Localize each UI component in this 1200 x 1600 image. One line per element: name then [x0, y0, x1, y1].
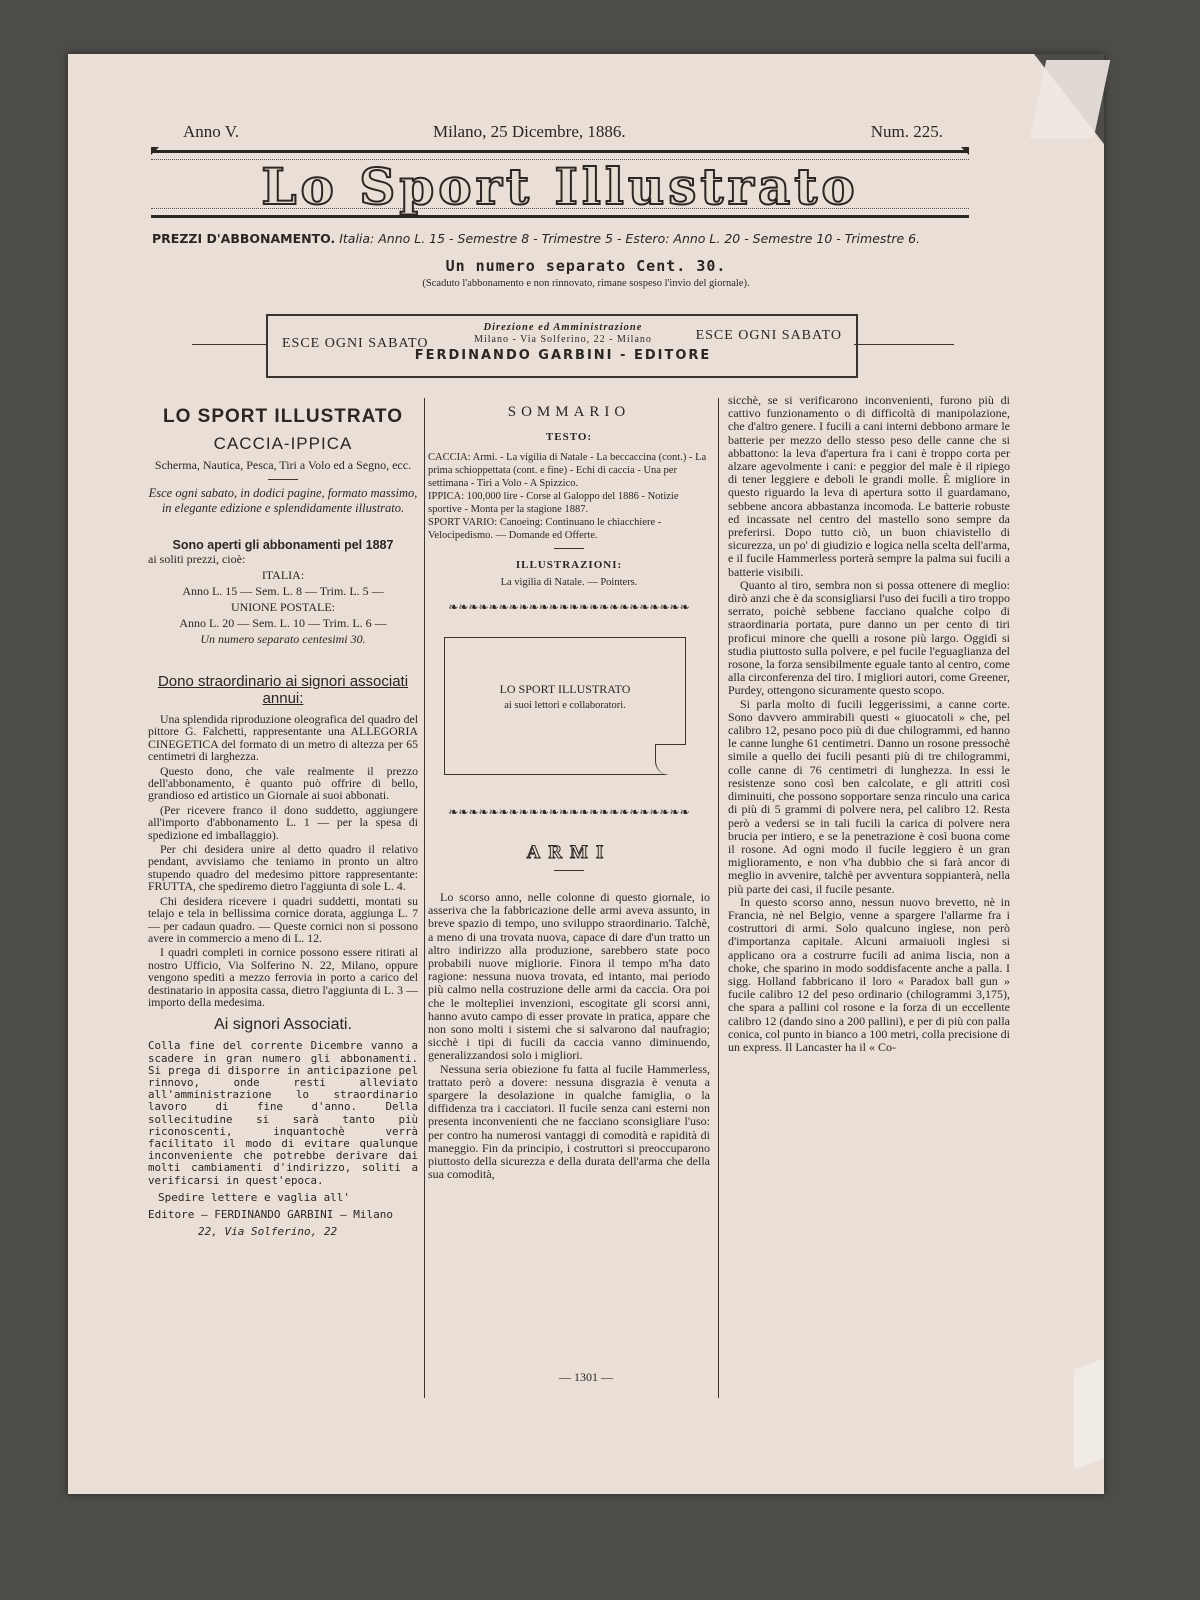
column-1	[148, 406, 418, 1238]
article-paragraph: Si parla molto di fucili leggerissimi, a canne corte. Sono davvero ammirabili questi « giuocatoli » che, pel calibro 12, pesano poco più di due chilogrammi, ed hanno le canne lunghe 61 centimetri. Danno un rosone pressochè simile a quello dei fucili pesanti più di tre chilogrammi, colle canne di 76 centimetri di lunghezza. In essi le resistenze sono così ben calcolate, e gli attriti così diminuiti, che possono sopportare senza rinculo una carica di più di 5 grammi di polvere nera, pel calibro 12. Resta però a vedersi se in tali fucili la carica di polvere nera brucia per intiero, e se la penetrazione è così buona come il rosone. Ad ogni modo il fucile leggiero è un gran miglioramento, e non v'ha dubbio che si farà ancor di meglio in avvenire, talchè per avventura soppianterà, nella più parte dei casi, il fucile pesante.	[728, 696, 1010, 896]
column-3	[728, 394, 1010, 1054]
col1-gift-p2: Questo dono, che vale realmente il prezzo dell'abbonamento, è quanto può offrire di bello, grandioso ed artistico un Giornale ai suoi abbonati.	[148, 763, 418, 803]
single-issue-price: Un numero separato Cent. 30.	[445, 257, 727, 275]
summary-vario: SPORT VARIO: Canoeing: Continuano le chiacchiere - Velocipedismo. — Domande ed Offerte.	[428, 517, 662, 541]
col1-gift-p1: Una splendida riproduzione oleografica del quadro del pittore G. Falchetti, rappresentante una ALLEGORIA CINEGETICA del formato di un metro di altezza per 65 centimetri di larghezza.	[148, 712, 418, 764]
page-curl-icon	[655, 744, 686, 775]
column-2	[428, 400, 710, 1181]
issue-number: Num. 225.	[870, 122, 943, 141]
summary-text-heading: TESTO:	[545, 431, 593, 443]
banner-editor: FERDINANDO GARBINI - EDITORE	[414, 348, 712, 363]
summary-ippica: IPPICA: 100,000 lire - Corse al Galoppo del 1886 - Notizie sportive - Monta per la stagione 1887.	[428, 491, 679, 515]
col1-publication-info: Esce ogni sabato, in dodici pagine, formato massimo, in elegante edizione e splendidamente illustrato.	[148, 486, 418, 515]
illustrations-heading: ILLUSTRAZIONI:	[515, 559, 623, 571]
prices-text: Italia: Anno L. 15 - Semestre 8 - Trimestre 5 - Estero: Anno L. 20 - Semestre 10 - Trimestre 6.	[339, 231, 921, 246]
publisher-banner	[266, 314, 858, 378]
col1-subscriptions-open: Sono aperti gli abbonamenti pel 1887	[172, 538, 394, 552]
col1-associates-text: Colla fine del corrente Dicembre vanno a scadere in gran numero gli abbonamenti. Si prega di disporre in anticipazione pel rinnovo, onde resti alleviato all'amministrazione lo straordinario lavoro di fine d'anno. Della sollecitudine si sarà tanto più riconoscenti, inquantochè verrà facilitato il modo di evitare qualunque inconveniente che potrebbe derivare dai molti cambiamenti d'indirizzo, soliti a verificarsi in quest'epoca.	[148, 1039, 418, 1187]
col1-gift-p4: Per chi desidera unire al detto quadro il relativo pendant, avvisiamo che teniamo in pronto un altro stupendo quadro del medesimo pittore rappresentante: FRUTTA, che spediremo dietro l'aggiunta di sole L. 4.	[148, 842, 418, 894]
divider	[554, 870, 584, 871]
greeting-title: LO SPORT ILLUSTRATO	[499, 682, 631, 696]
ornamental-divider: ❧❧❧❧❧❧❧❧❧❧❧❧❧❧❧❧❧❧❧❧❧❧❧❧	[448, 600, 690, 614]
col1-title: LO SPORT ILLUSTRATO	[163, 406, 403, 427]
banner-address: Milano - Via Solferino, 22 - Milano	[474, 334, 652, 345]
masthead-title: Lo Sport Illustrato	[261, 157, 859, 216]
greeting-subtitle: ai suoi lettori e collaboratori.	[504, 700, 626, 711]
prices-label: PREZZI D'ABBONAMENTO.	[152, 231, 336, 246]
col1-gift-p3: (Per ricevere franco il dono suddetto, aggiungere all'importo d'abbonamento L. 1 — per la spesa di spedizione ed imballaggio).	[148, 802, 418, 842]
col1-gift-title: Dono straordinario ai signori associati annui:	[157, 673, 409, 707]
col1-usual-prices: ai soliti prezzi, cioè:	[148, 552, 246, 566]
article-paragraph: In questo scorso anno, nessun nuovo brevetto, nè in Francia, nè nel Belgio, venne a spargere l'allarme fra i costruttori di armi. Solo qualcuno inglese, non però d'importanza capitale. Alcuni armaiuoli inglesi si applicano ora a costrurre fucili ad anima liscia, non a choke, che sparino in modo soddisfacente anche a palla. I sigg. Holland fabbricano il loro « Paradox ball gun » fucile calibro 12 del peso ordinario (chilogrammi 3,175), che spara a pallini col rosone e la forza di un eccellente calibro 12 (dando sino a 200 pallini), e per di più con palla conica, col punto in bianco a 100 metri, colla precisione di un express. Il Lancaster ha il « Co-	[728, 894, 1010, 1054]
masthead-cap-left	[151, 147, 159, 155]
col1-single-issue: Un numero separato centesimi 30.	[200, 632, 366, 646]
article-paragraph: Nessuna seria obiezione fu fatta al fucile Hammerless, trattato però a dovere: nessuna disgrazia è venuta a spargere la desolazione in qualche famiglia, o la diffidenza tra i cacciatori. Il fucile senza cani esterni non presenta inconvenienti che ne facciano sconsigliare l'uso: per contro ha numerosi vantaggi di comodità e rapidità di maneggio. Fin da principio, i costruttori si preoccuparono piuttosto della sicurezza e della durata dell'arma che della sua comodità,	[428, 1061, 710, 1182]
banner-left-text: ESCE OGNI SABATO	[282, 336, 429, 351]
greeting-card	[444, 637, 686, 775]
issue-date: Milano, 25 Dicembre, 1886.	[433, 122, 626, 141]
article-title: ARMI	[526, 842, 612, 863]
issue-year: Anno V.	[183, 122, 240, 141]
newspaper-page	[68, 54, 1104, 1494]
banner-rule-right	[854, 344, 954, 345]
col1-address: 22, Via Solferino, 22	[198, 1224, 338, 1238]
col1-unione: UNIONE POSTALE:	[230, 600, 336, 614]
col1-italia-prices: Anno L. 15 — Sem. L. 8 — Trim. L. 5 —	[182, 584, 384, 598]
col1-gift-p5: Chi desidera ricevere i quadri suddetti, montati su telajo e tela in bellissima cornice dorata, aggiunga L. 7 — per cadaun quadro. — Queste cornici non si possono avere in commercio a meno di L. 12.	[148, 893, 418, 945]
banner-right-text: ESCE OGNI SABATO	[695, 328, 842, 343]
banner-rule-left	[192, 344, 266, 345]
article-body-col3	[728, 394, 1010, 1054]
subscription-prices	[152, 231, 972, 246]
col1-sports: Scherma, Nautica, Pesca, Tiri a Volo ed a Segno, ecc.	[154, 458, 412, 472]
col1-gift-p6: I quadri completi in cornice possono essere ritirati al nostro Ufficio, Via Solferino N. 22, Milano, oppure vengono spediti a mezzo ferrovia in porto a carico del destinatario in apposita cassa, dietro l'aggiunta di L. 3 — importo della medesima.	[148, 945, 418, 1009]
divider	[268, 479, 298, 480]
masthead	[151, 150, 969, 218]
summary-caccia: CACCIA: Armi. - La vigilia di Natale - La beccaccina (cont.) - La prima schioppettata (cont. e fine) - Echi di caccia - Una per settimana - Tiri a Volo - A Spizzico.	[428, 452, 707, 489]
column-rule-2	[718, 398, 719, 1398]
header-row	[183, 122, 943, 146]
article-body-col2	[428, 891, 710, 1181]
col1-associates-title: Ai signori Associati.	[214, 1016, 352, 1034]
page-number: — 1301 —	[559, 1370, 613, 1384]
summary-title: SOMMARIO	[507, 404, 631, 420]
col1-unione-prices: Anno L. 20 — Sem. L. 10 — Trim. L. 6 —	[179, 616, 387, 630]
divider	[554, 548, 584, 549]
col1-editor: Editore — FERDINANDO GARBINI — Milano	[148, 1207, 394, 1221]
column-rule-1	[424, 398, 425, 1398]
masthead-cap-right	[961, 147, 969, 155]
article-paragraph: Lo scorso anno, nelle colonne di questo giornale, io asseriva che la fabbricazione delle armi aveva assunto, in breve spazio di tempo, uno sviluppo straordinario. Talchè, a meno di una trovata nuova, capace di dare d'un tratto un altro indirizzo alla produzione, sarebbero state poco probabili nuove migliorie. Finora il tempo m'ha dato ragione: nessuna nuova trovata, ed intanto, mai periodo più calmo nella costruzione delle armi da caccia. Ora poi che le moltepliei invenzioni, escogitate gli scorsi anni, hanno avuto campo di esser provate in pratica, appare che non sono molti i sistemi che si salvarono dal naufragio; sicchè i tipi di fucili da caccia vanno diminuendo, generalizzandosi solo i migliori.	[428, 890, 710, 1063]
article-paragraph: Quanto al tiro, sembra non si possa ottenere di meglio: dirò anzi che è da sconsigliarsi l'uso dei fucili a tiro troppo serrato, poichè sebbene facciano qualche colpo di straordinaria portata, pure danno un per cento di tiri proficui minore che quelli a rosone più largo. Oggidì si studia piuttosto sulla polvere, e pel fucile l'eguaglianza del rosone, la forza sensibilmente eguale tanto al centro, come alla circonferenza del tiro. I migliori autori, come Greener, Purdey, ottengono sicuramente questo scopo.	[728, 577, 1010, 698]
col1-subtitle: CACCIA-IPPICA	[213, 434, 353, 453]
article-paragraph: sicchè, se si verificarono inconvenienti, furono più di cattivo funzionamento o di difficoltà di manipolazione, che d'altro genere. I fucili a cani interni debbono armare le batterie per mezzo dello stesso peso delle canne che si abbattono: la leva d'apertura fra i cani è troppo corta per alzare agevolmente i cani: e peggior del male è il ripiego di tener leggiere e deboli le grandi molle. È migliore in questo riguardo la leva di apertura sotto il guardamano, sebbene ancora abbastanza incomoda. Le batterie robuste ed incassate nel centro del mastello sono sempre da preferirsi. Dopo tutto ciò, un buon chiavistello di sicurezza, un po' di giudizio e logica nella scelta dell'arma, e il fucile Hammerless porterà sempre la palma sui fucili a batterie visibili.	[728, 393, 1010, 579]
subscription-notice: (Scaduto l'abbonamento e non rinnovato, rimane sospeso l'invio del giornale).	[422, 278, 750, 289]
col1-italia: ITALIA:	[261, 568, 305, 582]
ornamental-divider-2: ❧❧❧❧❧❧❧❧❧❧❧❧❧❧❧❧❧❧❧❧❧❧❧❧	[448, 805, 690, 819]
col1-send-to: Spedire lettere e vaglia all'	[158, 1190, 351, 1204]
banner-direzione: Direzione ed Amministrazione	[483, 322, 643, 333]
illustrations-list: La vigilia di Natale. — Pointers.	[500, 577, 638, 588]
